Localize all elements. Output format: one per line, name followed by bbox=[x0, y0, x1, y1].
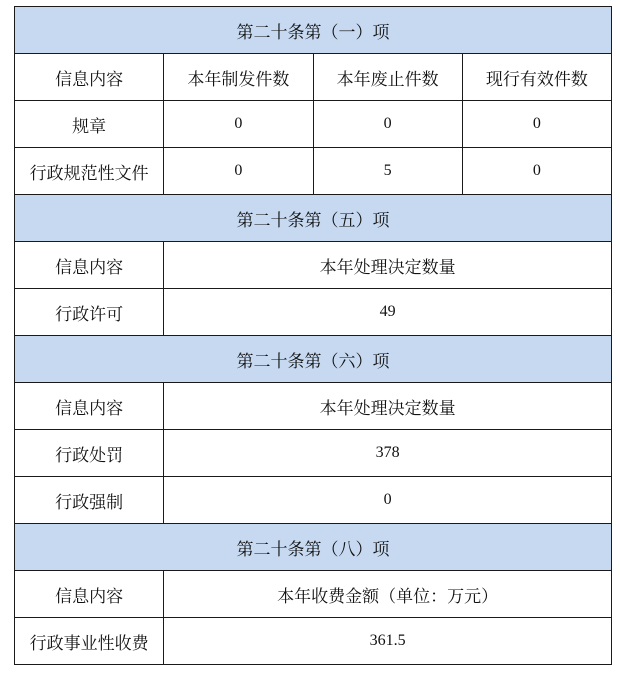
cell-value: 0 bbox=[164, 477, 612, 524]
cell-value: 5 bbox=[313, 148, 462, 195]
column-header: 本年处理决定数量 bbox=[164, 242, 612, 289]
table-row bbox=[15, 148, 612, 195]
header-row bbox=[15, 54, 612, 101]
table-row bbox=[15, 618, 612, 665]
row-label: 规章 bbox=[15, 101, 164, 148]
row-label: 行政处罚 bbox=[15, 430, 164, 477]
row-label: 行政事业性收费 bbox=[15, 618, 164, 665]
column-header: 现行有效件数 bbox=[462, 54, 611, 101]
cell-value: 378 bbox=[164, 430, 612, 477]
section-row bbox=[15, 195, 612, 242]
column-header: 信息内容 bbox=[15, 383, 164, 430]
header-row bbox=[15, 571, 612, 618]
cell-value: 49 bbox=[164, 289, 612, 336]
column-header: 信息内容 bbox=[15, 54, 164, 101]
cell-value: 0 bbox=[462, 148, 611, 195]
section-row bbox=[15, 336, 612, 383]
cell-value: 361.5 bbox=[164, 618, 612, 665]
header-row bbox=[15, 383, 612, 430]
column-header: 本年收费金额（单位：万元） bbox=[164, 571, 612, 618]
section-title: 第二十条第（八）项 bbox=[15, 524, 612, 571]
table-row bbox=[15, 289, 612, 336]
row-label: 行政规范性文件 bbox=[15, 148, 164, 195]
column-header: 本年制发件数 bbox=[164, 54, 313, 101]
column-header: 信息内容 bbox=[15, 571, 164, 618]
table-row bbox=[15, 477, 612, 524]
header-row bbox=[15, 242, 612, 289]
column-header: 信息内容 bbox=[15, 242, 164, 289]
cell-value: 0 bbox=[164, 101, 313, 148]
section-title: 第二十条第（六）项 bbox=[15, 336, 612, 383]
cell-value: 0 bbox=[313, 101, 462, 148]
column-header: 本年废止件数 bbox=[313, 54, 462, 101]
cell-value: 0 bbox=[164, 148, 313, 195]
section-row bbox=[15, 7, 612, 54]
section-row bbox=[15, 524, 612, 571]
disclosure-table bbox=[14, 6, 612, 665]
section-title: 第二十条第（一）项 bbox=[15, 7, 612, 54]
row-label: 行政许可 bbox=[15, 289, 164, 336]
cell-value: 0 bbox=[462, 101, 611, 148]
column-header: 本年处理决定数量 bbox=[164, 383, 612, 430]
row-label: 行政强制 bbox=[15, 477, 164, 524]
table-row bbox=[15, 430, 612, 477]
section-title: 第二十条第（五）项 bbox=[15, 195, 612, 242]
table-row bbox=[15, 101, 612, 148]
